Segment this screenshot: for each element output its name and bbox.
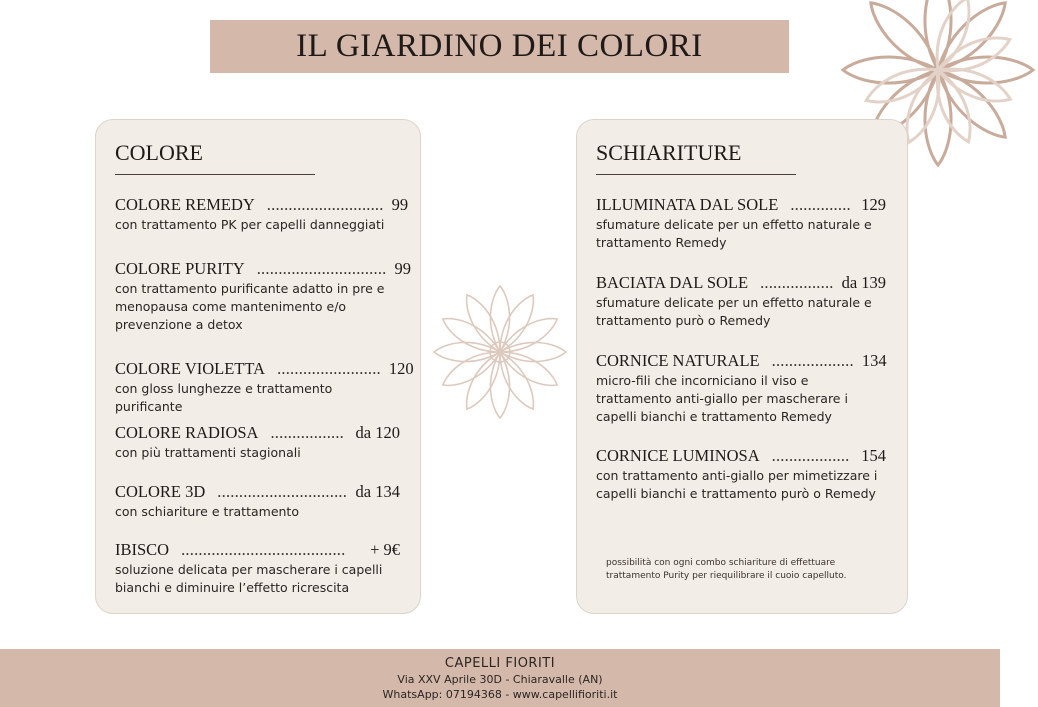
item-price: 154 [861,446,886,465]
item-description: con trattamento anti-giallo per mimetizzare i capelli bianchi e trattamento purò o Remedy [596,468,878,501]
item-name: IBISCO [115,540,170,559]
item-description: sfumature delicate per un effetto naturale e trattamento purò o Remedy [596,295,872,328]
center-flower-icon [430,282,570,422]
item-name: CORNICE LUMINOSA [596,446,760,465]
item-price: da 134 [355,482,400,501]
page-title: IL GIARDINO DEI COLORI [296,28,703,64]
item-name: COLORE RADIOSA [115,423,259,442]
schiariture-card [576,119,908,614]
menu-item-cornice-naturale [596,351,886,426]
item-price: 99 [394,259,411,278]
item-description: con gloss lunghezze e trattamento purificante [115,381,333,414]
item-description: con trattamento purificante adatto in pre e menopausa come mantenimento e/o prevenzione a detox [115,281,385,332]
item-name: COLORE REMEDY [115,195,255,214]
item-price: 134 [861,351,887,370]
footer-address: Via XXV Aprile 30D - Chiaravalle (AN) [397,673,603,686]
item-dots: ................. [270,423,344,442]
item-dots: ........................ [277,359,381,378]
item-price: da 120 [355,423,400,442]
item-dots: ...................................... [181,540,346,559]
item-name: COLORE 3D [115,482,206,501]
menu-item-ibisco [115,540,400,597]
schiariture-heading: SCHIARITURE [596,140,742,165]
item-name: COLORE PURITY [115,259,245,278]
menu-item-cornice-luminosa [596,446,886,503]
menu-item-colore-purity [115,259,411,334]
colore-card [95,119,421,614]
footer [0,649,1000,707]
item-dots: ................... [771,351,854,370]
item-price: 99 [391,195,409,214]
item-dots: ........................... [266,195,384,214]
item-dots: .............. [790,195,851,214]
item-description: micro-fili che incorniciano il viso e trattamento anti-giallo per mascherare i capelli bianchi e trattamento Remedy [596,373,848,424]
item-description: con più trattamenti stagionali [115,445,301,460]
item-price: 129 [861,195,886,214]
menu-item-baciata-dal-sole [596,273,886,330]
menu-item-colore-3d [115,482,400,521]
menu-item-colore-violetta [115,359,414,416]
item-dots: ................. [760,273,834,292]
item-dots: .............................. [217,482,348,501]
menu-item-colore-radiosa [115,423,400,462]
item-description: con trattamento PK per capelli danneggiati [115,217,385,232]
menu-item-colore-remedy [115,195,409,234]
schiariture-note: possibilità con ogni combo schiariture di effettuare trattamento Purity per riequilibrare il cuoio capelluto. [606,558,847,581]
colore-heading: COLORE [115,140,203,165]
item-description: sfumature delicate per un effetto naturale e trattamento Remedy [596,217,872,250]
title-band [210,20,789,73]
item-price: 120 [388,359,414,378]
item-description: con schiariture e trattamento [115,504,299,519]
item-name: ILLUMINATA DAL SOLE [596,195,779,214]
item-price: da 139 [841,273,887,292]
footer-brand: CAPELLI FIORITI [444,656,556,671]
colore-divider [115,174,315,175]
item-description: soluzione delicata per mascherare i capelli bianchi e diminuire l’effetto ricrescita [115,562,383,595]
item-name: CORNICE NATURALE [596,351,760,370]
item-name: COLORE VIOLETTA [115,359,266,378]
item-price: + 9€ [370,540,400,559]
footer-contact: WhatsApp: 07194368 - www.capellifioriti.it [382,688,618,701]
item-dots: .................. [771,446,850,465]
item-dots: .............................. [256,259,387,278]
schiariture-divider [596,174,796,175]
menu-item-illuminata-dal-sole [596,195,886,252]
item-name: BACIATA DAL SOLE [596,273,749,292]
